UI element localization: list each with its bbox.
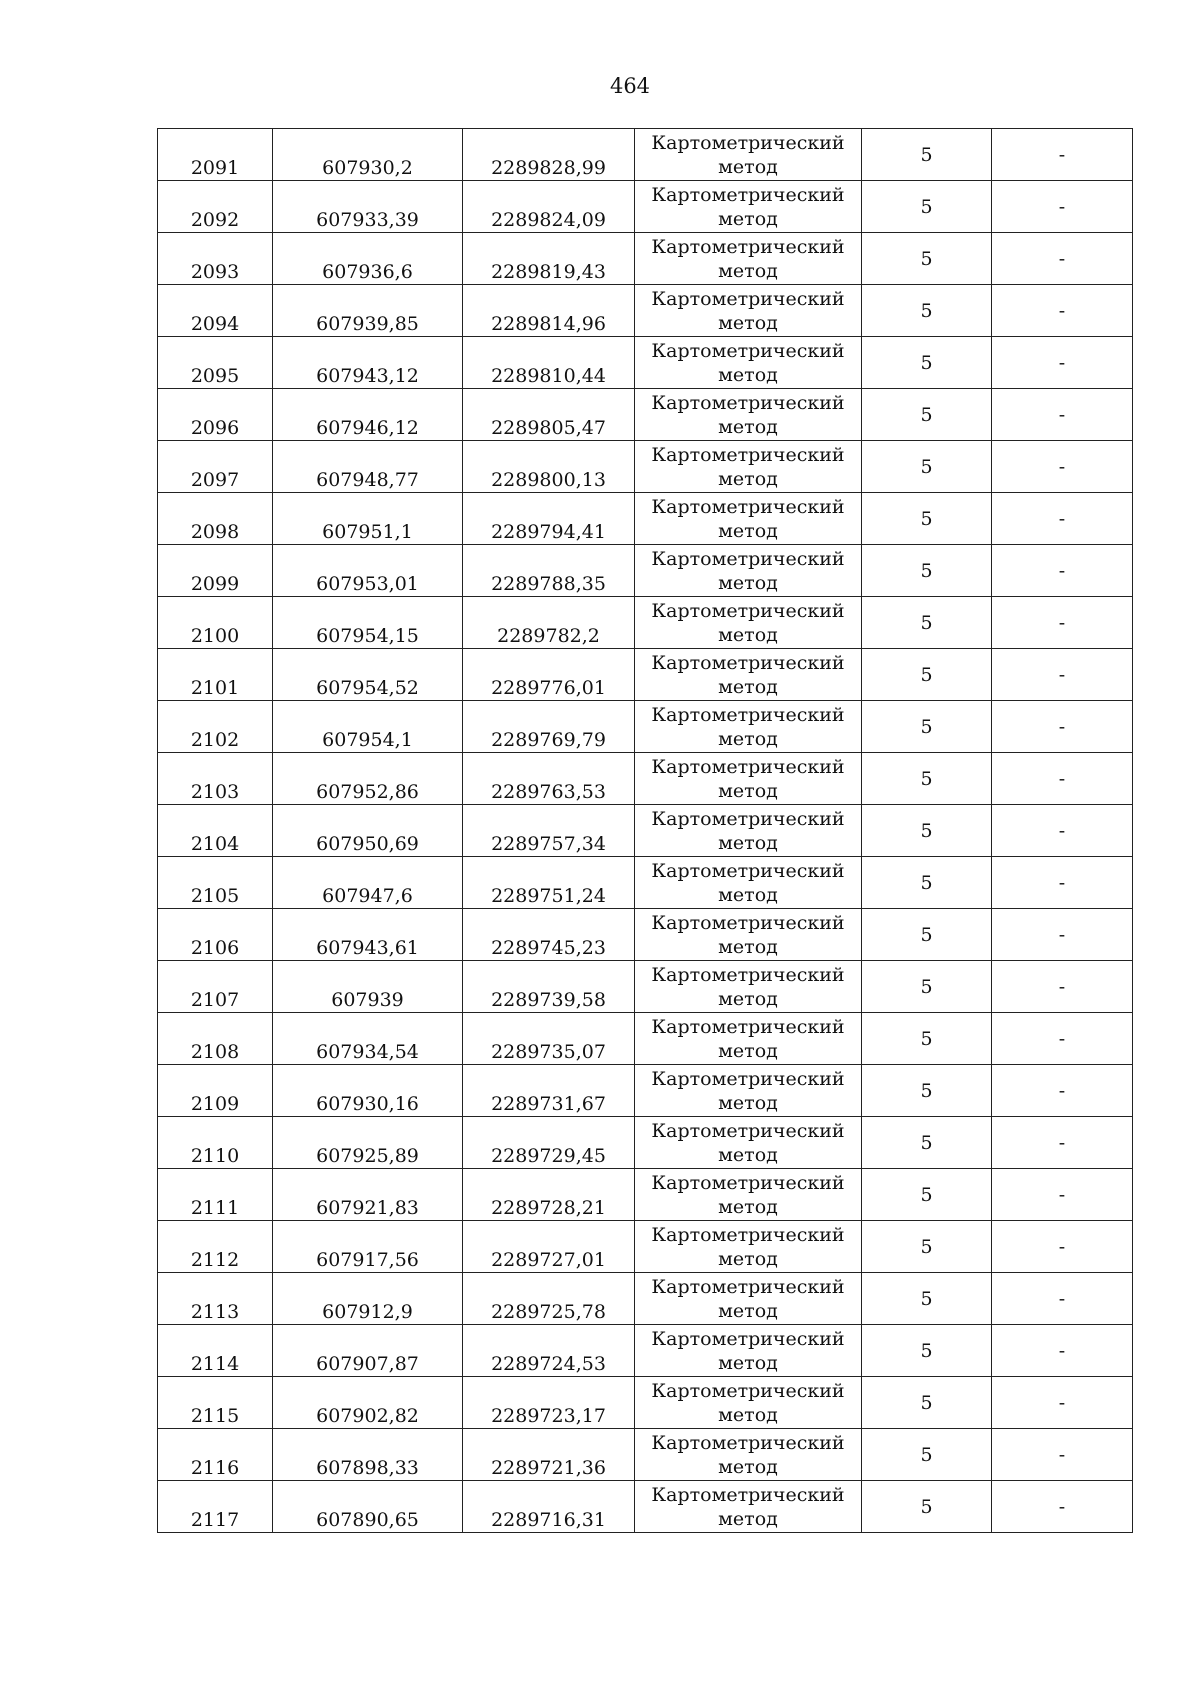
method-label-line2: метод (718, 311, 778, 334)
x-coordinate-cell: 607947,6 (273, 857, 463, 909)
method-label-line2: метод (718, 1507, 778, 1530)
x-coordinate-cell: 607930,2 (273, 129, 463, 181)
note-cell: - (992, 1065, 1133, 1117)
y-coordinate-cell: 2289805,47 (463, 389, 635, 441)
method-cell (635, 1429, 862, 1481)
method-label-line1: Картометрический (651, 911, 845, 934)
method-label-line2: метод (718, 623, 778, 646)
method-label-line1: Картометрический (651, 131, 845, 154)
method-label-line1: Картометрический (651, 443, 845, 466)
x-coordinate-cell: 607934,54 (273, 1013, 463, 1065)
method-cell (635, 441, 862, 493)
x-coordinate-cell: 607907,87 (273, 1325, 463, 1377)
accuracy-cell: 5 (862, 649, 992, 701)
method-label-line2: метод (718, 467, 778, 490)
point-number-cell: 2100 (158, 597, 273, 649)
x-coordinate-cell: 607921,83 (273, 1169, 463, 1221)
table-row (158, 1065, 1133, 1117)
method-label-line1: Картометрический (651, 287, 845, 310)
y-coordinate-cell: 2289745,23 (463, 909, 635, 961)
coordinates-table (157, 128, 1133, 1533)
method-label-line1: Картометрический (651, 651, 845, 674)
point-number-cell: 2098 (158, 493, 273, 545)
method-cell (635, 285, 862, 337)
method-label-line2: метод (718, 1299, 778, 1322)
page-number: 464 (609, 74, 651, 98)
method-label-line2: метод (718, 1195, 778, 1218)
accuracy-cell: 5 (862, 857, 992, 909)
table-row (158, 753, 1133, 805)
method-label-line2: метод (718, 987, 778, 1010)
y-coordinate-cell: 2289824,09 (463, 181, 635, 233)
note-cell: - (992, 909, 1133, 961)
point-number-cell: 2092 (158, 181, 273, 233)
table-row (158, 493, 1133, 545)
method-label-line2: метод (718, 1143, 778, 1166)
method-label-line1: Картометрический (651, 1223, 845, 1246)
method-label-line1: Картометрический (651, 1015, 845, 1038)
method-label-line2: метод (718, 519, 778, 542)
method-label-line1: Картометрический (651, 391, 845, 414)
note-cell: - (992, 545, 1133, 597)
method-label-line1: Картометрический (651, 1483, 845, 1506)
accuracy-cell: 5 (862, 181, 992, 233)
method-label-line2: метод (718, 1351, 778, 1374)
note-cell: - (992, 337, 1133, 389)
x-coordinate-cell: 607917,56 (273, 1221, 463, 1273)
accuracy-cell: 5 (862, 701, 992, 753)
note-cell: - (992, 441, 1133, 493)
method-label-line2: метод (718, 831, 778, 854)
table-row (158, 857, 1133, 909)
table-row (158, 649, 1133, 701)
x-coordinate-cell: 607954,15 (273, 597, 463, 649)
point-number-cell: 2114 (158, 1325, 273, 1377)
method-cell (635, 389, 862, 441)
method-label-line1: Картометрический (651, 963, 845, 986)
note-cell: - (992, 389, 1133, 441)
accuracy-cell: 5 (862, 1169, 992, 1221)
method-cell (635, 1481, 862, 1533)
x-coordinate-cell: 607898,33 (273, 1429, 463, 1481)
x-coordinate-cell: 607943,61 (273, 909, 463, 961)
note-cell: - (992, 1429, 1133, 1481)
method-label-line1: Картометрический (651, 807, 845, 830)
method-cell (635, 181, 862, 233)
point-number-cell: 2112 (158, 1221, 273, 1273)
note-cell: - (992, 1013, 1133, 1065)
y-coordinate-cell: 2289810,44 (463, 337, 635, 389)
table-row (158, 805, 1133, 857)
point-number-cell: 2091 (158, 129, 273, 181)
method-label-line1: Картометрический (651, 599, 845, 622)
y-coordinate-cell: 2289723,17 (463, 1377, 635, 1429)
y-coordinate-cell: 2289800,13 (463, 441, 635, 493)
accuracy-cell: 5 (862, 389, 992, 441)
table-row (158, 233, 1133, 285)
note-cell: - (992, 1481, 1133, 1533)
y-coordinate-cell: 2289739,58 (463, 961, 635, 1013)
table-row (158, 441, 1133, 493)
point-number-cell: 2104 (158, 805, 273, 857)
table-row (158, 1169, 1133, 1221)
table-row (158, 909, 1133, 961)
method-label-line1: Картометрический (651, 1379, 845, 1402)
note-cell: - (992, 701, 1133, 753)
point-number-cell: 2094 (158, 285, 273, 337)
x-coordinate-cell: 607946,12 (273, 389, 463, 441)
accuracy-cell: 5 (862, 233, 992, 285)
table-row (158, 1377, 1133, 1429)
accuracy-cell: 5 (862, 1013, 992, 1065)
method-cell (635, 1273, 862, 1325)
accuracy-cell: 5 (862, 909, 992, 961)
method-cell (635, 805, 862, 857)
table-row (158, 1429, 1133, 1481)
x-coordinate-cell: 607951,1 (273, 493, 463, 545)
note-cell: - (992, 1117, 1133, 1169)
method-cell (635, 545, 862, 597)
table-row (158, 1273, 1133, 1325)
point-number-cell: 2099 (158, 545, 273, 597)
table-row (158, 1325, 1133, 1377)
method-label-line1: Картометрический (651, 1067, 845, 1090)
y-coordinate-cell: 2289828,99 (463, 129, 635, 181)
note-cell: - (992, 233, 1133, 285)
method-label-line1: Картометрический (651, 235, 845, 258)
note-cell: - (992, 1377, 1133, 1429)
method-cell (635, 597, 862, 649)
y-coordinate-cell: 2289814,96 (463, 285, 635, 337)
method-label-line2: метод (718, 571, 778, 594)
y-coordinate-cell: 2289725,78 (463, 1273, 635, 1325)
x-coordinate-cell: 607943,12 (273, 337, 463, 389)
method-cell (635, 1013, 862, 1065)
method-label-line1: Картометрический (651, 1327, 845, 1350)
accuracy-cell: 5 (862, 493, 992, 545)
method-cell (635, 649, 862, 701)
y-coordinate-cell: 2289763,53 (463, 753, 635, 805)
accuracy-cell: 5 (862, 1377, 992, 1429)
method-cell (635, 753, 862, 805)
method-cell (635, 337, 862, 389)
method-label-line2: метод (718, 1455, 778, 1478)
table-row (158, 961, 1133, 1013)
method-cell (635, 493, 862, 545)
method-label-line2: метод (718, 415, 778, 438)
method-label-line2: метод (718, 779, 778, 802)
method-label-line1: Картометрический (651, 547, 845, 570)
table-row (158, 545, 1133, 597)
x-coordinate-cell: 607890,65 (273, 1481, 463, 1533)
method-label-line2: метод (718, 727, 778, 750)
note-cell: - (992, 597, 1133, 649)
x-coordinate-cell: 607933,39 (273, 181, 463, 233)
y-coordinate-cell: 2289728,21 (463, 1169, 635, 1221)
table-row (158, 1013, 1133, 1065)
method-label-line1: Картометрический (651, 1275, 845, 1298)
point-number-cell: 2095 (158, 337, 273, 389)
method-label-line2: метод (718, 207, 778, 230)
x-coordinate-cell: 607954,52 (273, 649, 463, 701)
method-cell (635, 129, 862, 181)
method-label-line2: метод (718, 259, 778, 282)
x-coordinate-cell: 607925,89 (273, 1117, 463, 1169)
note-cell: - (992, 961, 1133, 1013)
note-cell: - (992, 181, 1133, 233)
y-coordinate-cell: 2289757,34 (463, 805, 635, 857)
accuracy-cell: 5 (862, 337, 992, 389)
table-row (158, 285, 1133, 337)
x-coordinate-cell: 607939,85 (273, 285, 463, 337)
method-label-line2: метод (718, 675, 778, 698)
table-row (158, 1221, 1133, 1273)
y-coordinate-cell: 2289769,79 (463, 701, 635, 753)
point-number-cell: 2097 (158, 441, 273, 493)
y-coordinate-cell: 2289721,36 (463, 1429, 635, 1481)
table-row (158, 701, 1133, 753)
method-cell (635, 1117, 862, 1169)
x-coordinate-cell: 607912,9 (273, 1273, 463, 1325)
method-label-line2: метод (718, 1039, 778, 1062)
table-row (158, 129, 1133, 181)
table-row (158, 1481, 1133, 1533)
accuracy-cell: 5 (862, 285, 992, 337)
x-coordinate-cell: 607948,77 (273, 441, 463, 493)
note-cell: - (992, 753, 1133, 805)
accuracy-cell: 5 (862, 1065, 992, 1117)
point-number-cell: 2108 (158, 1013, 273, 1065)
method-label-line2: метод (718, 363, 778, 386)
note-cell: - (992, 1325, 1133, 1377)
point-number-cell: 2111 (158, 1169, 273, 1221)
method-label-line2: метод (718, 155, 778, 178)
note-cell: - (992, 1169, 1133, 1221)
method-label-line1: Картометрический (651, 339, 845, 362)
method-label-line1: Картометрический (651, 183, 845, 206)
method-cell (635, 1377, 862, 1429)
y-coordinate-cell: 2289729,45 (463, 1117, 635, 1169)
accuracy-cell: 5 (862, 129, 992, 181)
x-coordinate-cell: 607902,82 (273, 1377, 463, 1429)
method-label-line2: метод (718, 1403, 778, 1426)
accuracy-cell: 5 (862, 1221, 992, 1273)
method-cell (635, 1169, 862, 1221)
method-cell (635, 961, 862, 1013)
y-coordinate-cell: 2289819,43 (463, 233, 635, 285)
point-number-cell: 2117 (158, 1481, 273, 1533)
accuracy-cell: 5 (862, 1273, 992, 1325)
table-row (158, 1117, 1133, 1169)
x-coordinate-cell: 607936,6 (273, 233, 463, 285)
accuracy-cell: 5 (862, 597, 992, 649)
y-coordinate-cell: 2289776,01 (463, 649, 635, 701)
y-coordinate-cell: 2289735,07 (463, 1013, 635, 1065)
method-cell (635, 233, 862, 285)
x-coordinate-cell: 607952,86 (273, 753, 463, 805)
method-cell (635, 857, 862, 909)
method-label-line1: Картометрический (651, 1171, 845, 1194)
note-cell: - (992, 1221, 1133, 1273)
point-number-cell: 2116 (158, 1429, 273, 1481)
note-cell: - (992, 805, 1133, 857)
point-number-cell: 2105 (158, 857, 273, 909)
method-cell (635, 909, 862, 961)
table-row (158, 597, 1133, 649)
method-cell (635, 1221, 862, 1273)
x-coordinate-cell: 607939 (273, 961, 463, 1013)
point-number-cell: 2115 (158, 1377, 273, 1429)
y-coordinate-cell: 2289724,53 (463, 1325, 635, 1377)
point-number-cell: 2103 (158, 753, 273, 805)
point-number-cell: 2102 (158, 701, 273, 753)
method-label-line2: метод (718, 1247, 778, 1270)
y-coordinate-cell: 2289716,31 (463, 1481, 635, 1533)
y-coordinate-cell: 2289794,41 (463, 493, 635, 545)
y-coordinate-cell: 2289782,2 (463, 597, 635, 649)
method-label-line1: Картометрический (651, 1119, 845, 1142)
coordinates-table-body (158, 129, 1133, 1533)
accuracy-cell: 5 (862, 441, 992, 493)
accuracy-cell: 5 (862, 1481, 992, 1533)
note-cell: - (992, 1273, 1133, 1325)
method-label-line1: Картометрический (651, 1431, 845, 1454)
method-label-line1: Картометрический (651, 755, 845, 778)
point-number-cell: 2107 (158, 961, 273, 1013)
accuracy-cell: 5 (862, 961, 992, 1013)
method-cell (635, 1065, 862, 1117)
method-label-line1: Картометрический (651, 495, 845, 518)
accuracy-cell: 5 (862, 805, 992, 857)
method-label-line1: Картометрический (651, 703, 845, 726)
point-number-cell: 2110 (158, 1117, 273, 1169)
method-label-line2: метод (718, 883, 778, 906)
point-number-cell: 2113 (158, 1273, 273, 1325)
method-cell (635, 1325, 862, 1377)
x-coordinate-cell: 607953,01 (273, 545, 463, 597)
y-coordinate-cell: 2289788,35 (463, 545, 635, 597)
point-number-cell: 2096 (158, 389, 273, 441)
y-coordinate-cell: 2289751,24 (463, 857, 635, 909)
method-label-line2: метод (718, 935, 778, 958)
method-label-line1: Картометрический (651, 859, 845, 882)
note-cell: - (992, 649, 1133, 701)
point-number-cell: 2101 (158, 649, 273, 701)
point-number-cell: 2093 (158, 233, 273, 285)
y-coordinate-cell: 2289731,67 (463, 1065, 635, 1117)
note-cell: - (992, 285, 1133, 337)
point-number-cell: 2106 (158, 909, 273, 961)
x-coordinate-cell: 607930,16 (273, 1065, 463, 1117)
table-row (158, 337, 1133, 389)
table-row (158, 389, 1133, 441)
method-label-line2: метод (718, 1091, 778, 1114)
accuracy-cell: 5 (862, 1429, 992, 1481)
note-cell: - (992, 857, 1133, 909)
y-coordinate-cell: 2289727,01 (463, 1221, 635, 1273)
accuracy-cell: 5 (862, 1325, 992, 1377)
accuracy-cell: 5 (862, 1117, 992, 1169)
x-coordinate-cell: 607950,69 (273, 805, 463, 857)
x-coordinate-cell: 607954,1 (273, 701, 463, 753)
method-cell (635, 701, 862, 753)
note-cell: - (992, 129, 1133, 181)
table-row (158, 181, 1133, 233)
accuracy-cell: 5 (862, 753, 992, 805)
accuracy-cell: 5 (862, 545, 992, 597)
point-number-cell: 2109 (158, 1065, 273, 1117)
note-cell: - (992, 493, 1133, 545)
